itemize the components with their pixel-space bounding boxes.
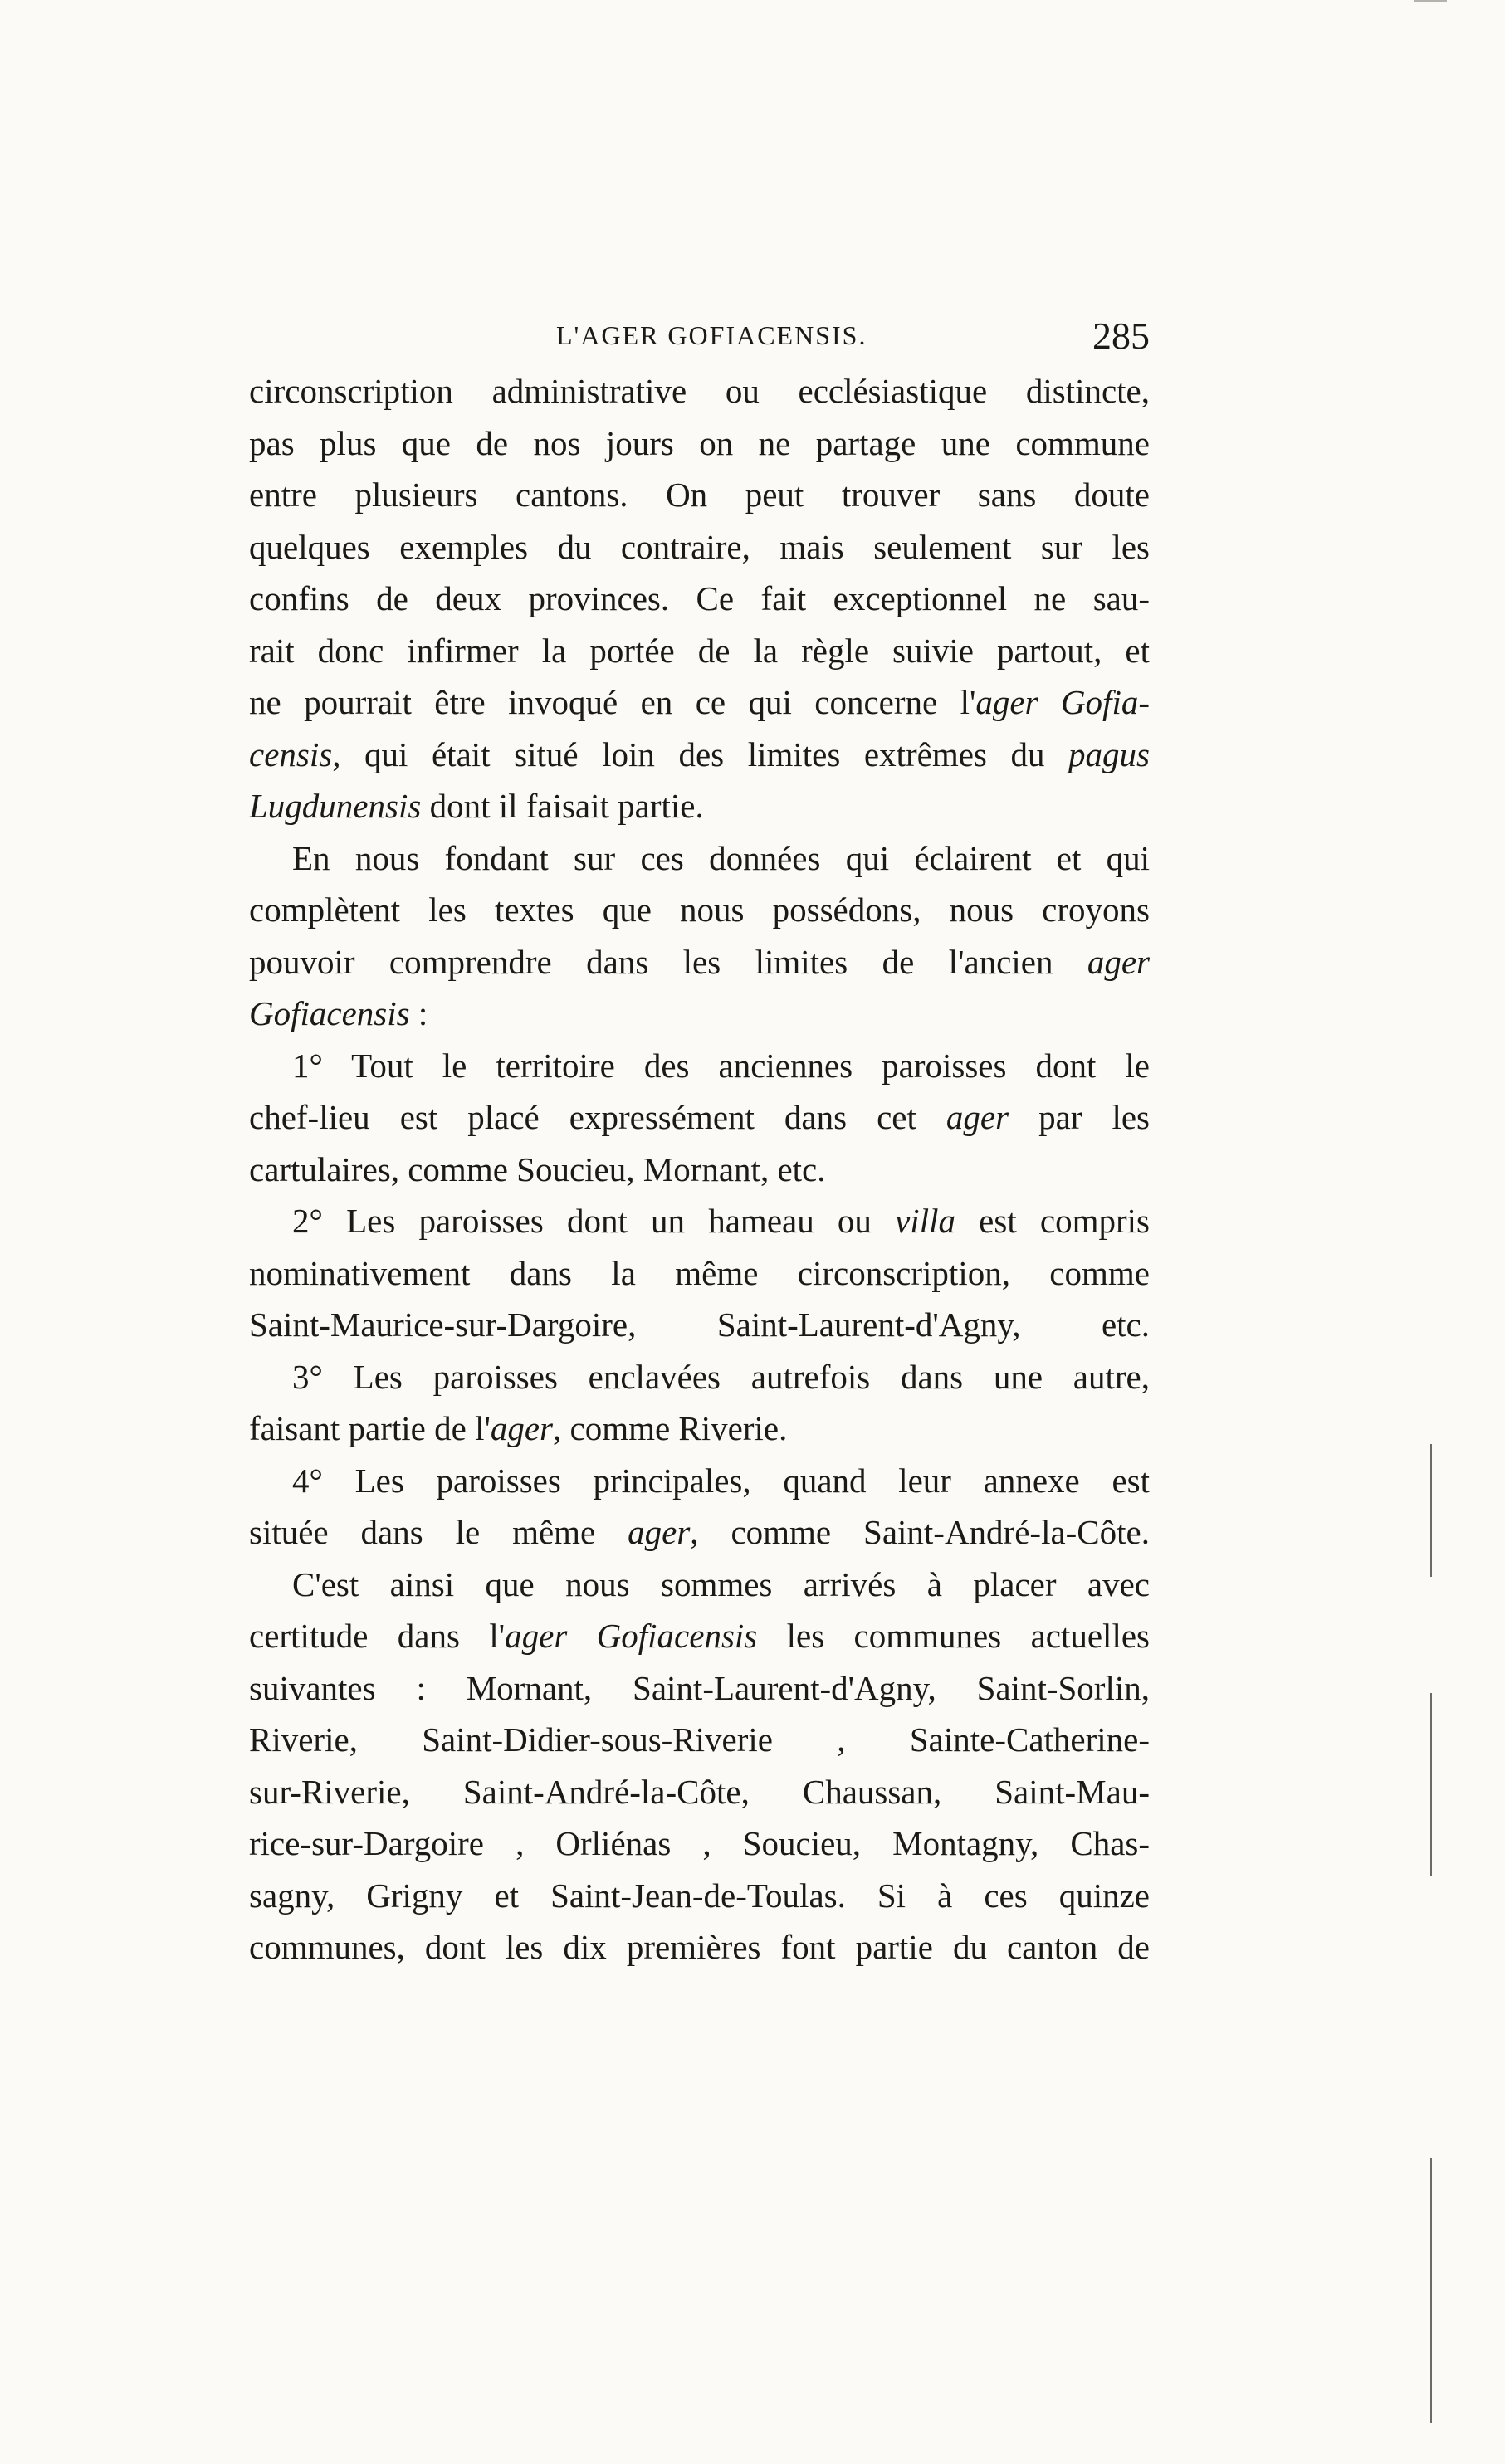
text-line: faisant partie de l'ager, comme Riverie. xyxy=(249,1409,788,1447)
text-line: Gofiacensis : xyxy=(249,994,428,1032)
text-line: rice-sur-Dargoire , Orliénas , Soucieu, Montagny, Chas- xyxy=(249,1824,1150,1862)
text-line: certitude dans l'ager Gofiacensis les communes actuelles xyxy=(249,1617,1150,1655)
text-line: 1° Tout le territoire des anciennes paroisses dont le xyxy=(292,1046,1150,1085)
text-line: rait donc infirmer la portée de la règle suivie partout, et xyxy=(249,631,1150,670)
text-line: pas plus que de nos jours on ne partage une commune xyxy=(249,423,1150,462)
text-line: Saint-Maurice-sur-Dargoire, Saint-Laurent-d'Agny, etc. xyxy=(249,1305,1150,1344)
scan-edge-mark xyxy=(1414,0,1447,2)
scan-edge-mark xyxy=(1430,1693,1432,1876)
text-line: circonscription administrative ou ecclésiastique distincte, xyxy=(249,372,1150,410)
text-line: sagny, Grigny et Saint-Jean-de-Toulas. Si à ces quinze xyxy=(249,1876,1150,1915)
text-line: nominativement dans la même circonscription, comme xyxy=(249,1253,1150,1292)
text-line: suivantes : Mornant, Saint-Laurent-d'Agny, Saint-Sorlin, xyxy=(249,1668,1150,1707)
body-text xyxy=(249,365,1150,1974)
scan-margin-marks xyxy=(1422,0,1505,2464)
scan-edge-mark xyxy=(1430,1444,1432,1577)
text-line: C'est ainsi que nous sommes arrivés à placer avec xyxy=(292,1564,1150,1603)
text-line: ne pourrait être invoqué en ce qui concerne l'ager Gofia- xyxy=(249,683,1150,721)
text-line: quelques exemples du contraire, mais seulement sur les xyxy=(249,527,1150,566)
page-header xyxy=(249,314,1150,364)
scan-edge-mark xyxy=(1430,2158,1432,2423)
text-line: Riverie, Saint-Didier-sous-Riverie , Sainte-Catherine- xyxy=(249,1720,1150,1759)
text-line: censis, qui était situé loin des limites extrêmes du pagus xyxy=(249,734,1150,773)
text-line: confins de deux provinces. Ce fait exceptionnel ne sau- xyxy=(249,579,1150,617)
page-number: 285 xyxy=(1092,315,1150,357)
text-line: pouvoir comprendre dans les limites de l'ancien ager xyxy=(249,942,1150,981)
text-line: située dans le même ager, comme Saint-André-la-Côte. xyxy=(249,1513,1150,1551)
text-line: complètent les textes que nous possédons, nous croyons xyxy=(249,890,1150,929)
text-line: 2° Les paroisses dont un hameau ou villa est compris xyxy=(292,1202,1150,1240)
text-line: 3° Les paroisses enclavées autrefois dans une autre, xyxy=(292,1357,1150,1396)
text-line: entre plusieurs cantons. On peut trouver sans doute xyxy=(249,476,1150,514)
text-line: chef-lieu est placé expressément dans cet ager par les xyxy=(249,1098,1150,1136)
running-title: L'AGER GOFIACENSIS. xyxy=(556,320,867,350)
text-line: En nous fondant sur ces données qui éclairent et qui xyxy=(292,838,1150,877)
text-line: sur-Riverie, Saint-André-la-Côte, Chaussan, Saint-Mau- xyxy=(249,1772,1150,1811)
text-line: 4° Les paroisses principales, quand leur annexe est xyxy=(292,1461,1150,1500)
text-line: communes, dont les dix premières font partie du canton de xyxy=(249,1928,1150,1966)
text-line: cartulaires, comme Soucieu, Mornant, etc. xyxy=(249,1149,826,1188)
text-line: Lugdunensis dont il faisait partie. xyxy=(249,787,704,825)
